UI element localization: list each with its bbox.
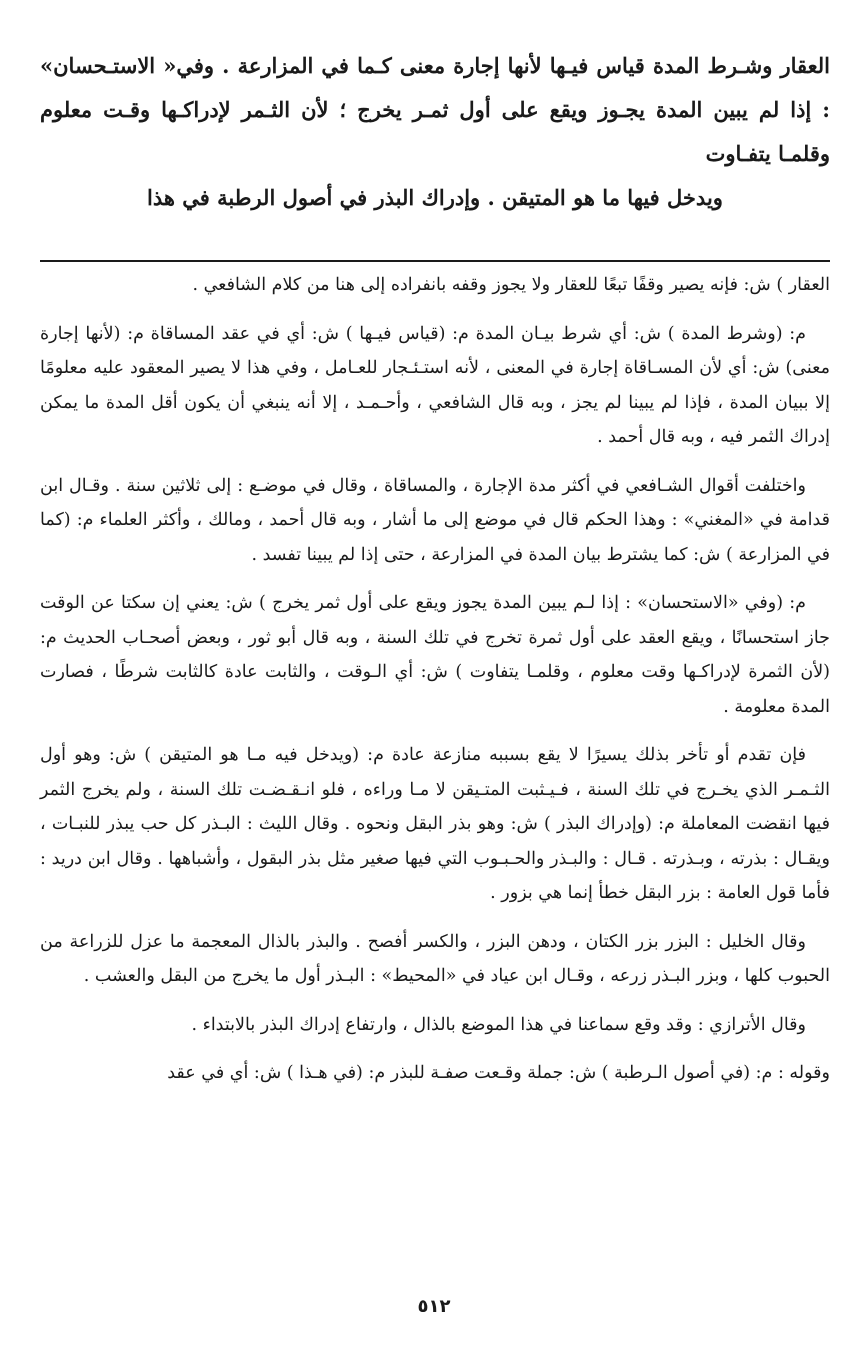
commentary-paragraph: وقال الأترازي : وقد وقع سماعنا في هذا الموضع بالذال ، وارتفاع إدراك البذر بالابتداء . xyxy=(191,1014,806,1035)
commentary-paragraph: م: (وفي «الاستحسان» : إذا لـم يبين المدة يجوز ويقع على أول ثمر يخرج ) ش: يعني إن سكتا عن الوقت جاز استحسانًا ، ويقع العقد على أول ثمرة تخرج في تلك السنة ، وبه قال أبو ثور ، وبعض أصحـاب الحديث م: (لأن الثمرة لإدراكـها وقت معلوم ، وقلمـا يتفاوت ) ش: أي الـوقت ، والثابت عادة كالثابت شرطًا ، فصارت المدة معلومة . xyxy=(40,593,830,717)
main-text xyxy=(40,44,830,220)
commentary-paragraph: العقار ) ش: فإنه يصير وقفًا تبعًا للعقار ولا يجوز وقفه بانفراده إلى هنا من كلام الشافعي . xyxy=(192,275,830,295)
main-text-line: يبين المدة يجـوز ويقع على أول ثمـر يخرج ؛ لأن الثـمر لإدراكـها وقـت معلوم وقلمـا يتفـاوت xyxy=(40,97,830,166)
commentary-paragraph: واختلفت أقوال الشـافعي في أكثر مدة الإجارة ، والمساقاة ، وقال في موضـع : إلى ثلاثين سنة . وقـال ابن قدامة في «المغني» : وهذا الحكم قال في موضع إلى ما أشار ، وبه قال أحمد ، ومالك ، وأكثر العلماء م: (كما في المزارعة ) ش: كما يشترط بيان المدة في المزارعة ، حتى إذا لم يبينا تفسد . xyxy=(40,475,830,565)
page-number: ٥١٢ xyxy=(417,1296,451,1317)
main-text-line: العقار وشـرط المدة قياس فيـها لأنها إجارة معنى كـما في المزارعة . وفي« الاستـحسان» : إذا لم xyxy=(40,53,830,122)
commentary-paragraph: فإن تقدم أو تأخر بذلك يسيرًا لا يقع بسببه منازعة عادة م: (ويدخل فيه مـا هو المتيقن ) ش: وهو أول الثـمـر الذي يخـرج في تلك السنة ، فـيـثبت المتـيقن لا مـا وراءه ، فلو انـقـضـت تلك السنة ، ولم يخرج الثمر فيها انقضت المعاملة م: (وإدراك البذر ) ش: وهو بذر البقل ونحوه . وقال الليث : البـذر كل حب يبذر للنبـات ، ويقـال : بذرته ، وبـذرته . قـال : والبـذر والحـبـوب التي فيها صغير مثل بذر البقول ، وأشباهها . وقال ابن دريد : فأما قول العامة : بزر البقل خطأ إنما هي بزور . xyxy=(40,745,830,903)
main-text-line: ويدخل فيها ما هو المتيقن . وإدراك البذر في أصول الرطبة في هذا xyxy=(147,185,723,210)
commentary xyxy=(40,268,830,1091)
page-content xyxy=(40,44,830,1105)
commentary-paragraph: وقال الخليل : البزر بزر الكتان ، ودهن البزر ، والكسر أفصح . والبذر بالذال المعجمة ما عزل للزراعة من الحبوب كلها ، وبزر البـذر زرعه ، وقـال ابن عياد في «المحيط» : البـذر أول ما يخرج من البقل والعشب . xyxy=(40,931,830,986)
commentary-paragraph: وقوله : م: (في أصول الـرطبة ) ش: جملة وقـعت صفـة للبذر م: (في هـذا ) ش: أي في عقد xyxy=(167,1063,830,1083)
separator-line xyxy=(40,260,830,262)
commentary-paragraph: م: (وشرط المدة ) ش: أي شرط بيـان المدة م: (قياس فيـها ) ش: أي في عقد المساقاة م: (لأنها إجارة معنى) ش: أي لأن المسـاقاة إجارة في المعنى ، لأنه استـئـجار للعـامل ، وفي هذا لا يصير المعقود عليه معلومًا إلا ببيان المدة ، فإذا لم يبينا لم يجز ، وبه قال الشافعي ، وأحـمـد ، إلا أنه ينبغي أن يكون أقل المدة ما يمكن إدراك الثمر فيه ، وبه قال أحمد . xyxy=(40,323,830,447)
